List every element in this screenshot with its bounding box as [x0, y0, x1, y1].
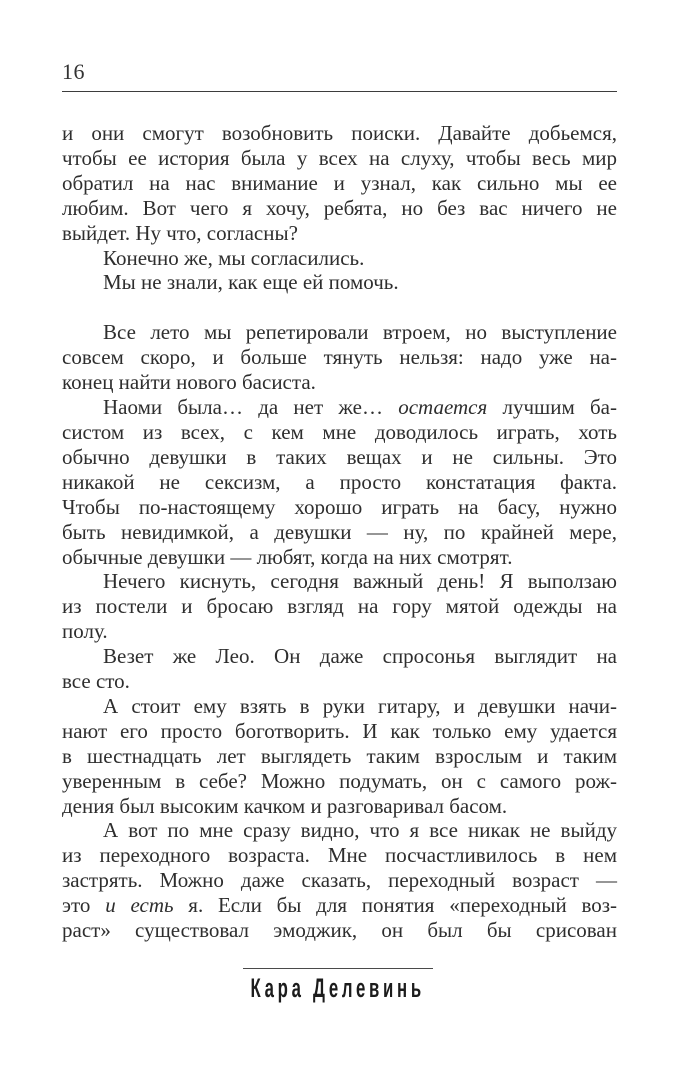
text-line — [62, 744, 617, 769]
text-line — [62, 843, 617, 868]
text-line — [62, 769, 617, 794]
text-segment: обратил на нас внимание и узнал, как сильно мы ее — [62, 170, 617, 195]
text-line — [62, 495, 617, 520]
text-segment: чтобы ее история была у всех на слуху, чтобы весь мир — [62, 145, 617, 170]
text-segment: это — [62, 893, 106, 918]
text-segment: любим. Вот чего я хочу, ребята, но без вас ничего не — [62, 195, 617, 220]
page-header — [62, 60, 617, 92]
text-line — [62, 818, 617, 843]
text-line — [62, 719, 617, 744]
text-segment: совсем скоро, и больше тянуть нельзя: надо уже на- — [62, 345, 617, 370]
text-segment: нают его просто боготворить. И как только ему удается — [62, 718, 617, 743]
text-segment: конец найти нового басиста. — [62, 370, 316, 395]
text-line — [62, 545, 617, 570]
page-number: 16 — [62, 59, 85, 84]
text-segment: все сто. — [62, 669, 130, 694]
page-footer — [0, 968, 675, 1002]
text-segment: дения был высоким качком и разговаривал басом. — [62, 793, 508, 818]
text-line — [62, 121, 617, 146]
text-line — [62, 345, 617, 370]
text-line — [62, 270, 617, 295]
text-segment: А стоит ему взять в руки гитару, и девушки начи- — [103, 693, 617, 718]
text-line — [62, 520, 617, 545]
text-segment: из постели и бросаю взгляд на гору мятой одежды на — [62, 594, 617, 619]
text-line — [62, 395, 617, 420]
header-divider — [62, 91, 617, 92]
text-segment: Все лето мы репетировали втроем, но выступление — [103, 320, 617, 345]
footer-author-name: Кара Делевинь — [250, 973, 425, 1003]
text-segment: Нечего киснуть, сегодня важный день! Я выползаю — [103, 569, 617, 594]
text-line — [62, 146, 617, 171]
text-segment: остается — [398, 395, 488, 420]
text-line — [62, 470, 617, 495]
text-segment: Чтобы по-настоящему хорошо играть на басу, нужно — [62, 494, 617, 519]
text-segment: и они смогут возобновить поиски. Давайте добьемся, — [62, 121, 617, 145]
text-segment: я. Если бы для понятия «переходный воз- — [173, 893, 618, 918]
text-line — [62, 644, 617, 669]
text-segment: обычные девушки — любят, когда на них смотрят. — [62, 544, 513, 569]
text-line — [62, 171, 617, 196]
text-segment: никакой не сексизм, а просто констатация факта. — [62, 469, 617, 494]
text-segment: Наоми была… да нет же… — [103, 395, 399, 420]
text-line — [62, 420, 617, 445]
text-segment: из переходного возраста. Мне посчастливилось в нем — [62, 843, 617, 868]
text-segment: в шестнадцать лет выглядеть таким взрослым и таким — [62, 743, 617, 768]
text-segment: Везет же Лео. Он даже спросонья выглядит на — [103, 644, 617, 669]
text-line — [62, 918, 617, 943]
text-line — [62, 669, 617, 694]
text-line — [62, 893, 617, 918]
text-block — [62, 121, 617, 943]
footer-divider — [243, 968, 433, 969]
text-line — [62, 619, 617, 644]
text-line — [62, 445, 617, 470]
text-segment: обычно девушки в таких вещах и не сильны. Это — [62, 444, 617, 469]
text-line — [62, 794, 617, 819]
text-segment: застрять. Можно даже сказать, переходный возраст — — [62, 868, 617, 893]
text-line — [62, 694, 617, 719]
text-segment: Конечно же, мы согласились. — [103, 245, 365, 270]
text-line — [62, 196, 617, 221]
text-segment: быть невидимкой, а девушки — ну, по крайней мере, — [62, 519, 617, 544]
text-segment: и есть — [105, 893, 174, 918]
text-line — [62, 246, 617, 271]
text-line — [62, 370, 617, 395]
text-line — [62, 569, 617, 594]
text-segment: систом из всех, с кем мне доводилось играть, хоть — [62, 419, 617, 444]
text-segment: уверенным в себе? Можно подумать, он с самого рож- — [62, 768, 617, 793]
text-line — [62, 320, 617, 345]
text-line — [62, 594, 617, 619]
text-segment: выйдет. Ну что, согласны? — [62, 220, 298, 245]
text-segment: Мы не знали, как еще ей помочь. — [103, 270, 399, 295]
text-segment: лучшим ба- — [487, 395, 617, 420]
text-line — [62, 221, 617, 246]
text-segment: раст» существовал эмоджик, он был бы срисован — [62, 918, 617, 943]
text-line — [62, 868, 617, 893]
text-segment: А вот по мне сразу видно, что я все никак не выйду — [103, 818, 617, 843]
text-segment: полу. — [62, 619, 108, 644]
